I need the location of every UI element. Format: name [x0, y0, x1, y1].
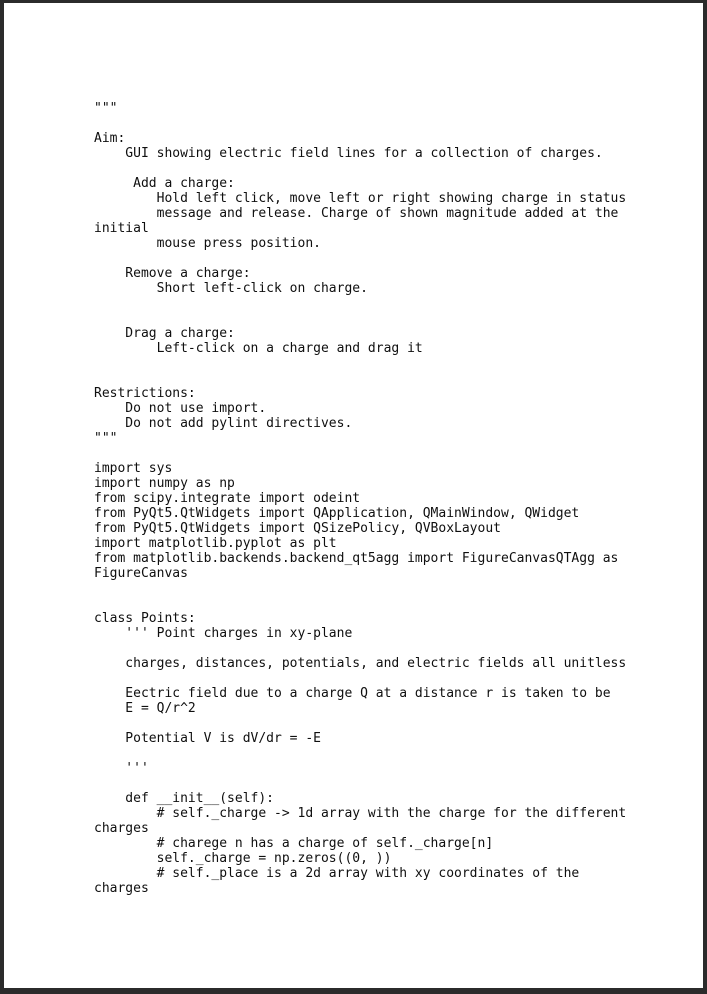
- code-line: from PyQt5.QtWidgets import QSizePolicy, QVBoxLayout: [94, 521, 501, 536]
- code-line: Aim:: [94, 131, 126, 146]
- code-line: [94, 716, 626, 731]
- code-line: import matplotlib.pyplot as plt: [94, 536, 337, 551]
- code-line: Left-click on a charge and drag it: [94, 341, 423, 356]
- code-line: charges: [94, 881, 149, 896]
- code-line: [94, 596, 626, 611]
- code-line: from matplotlib.backends.backend_qt5agg import FigureCanvasQTAgg as: [94, 551, 619, 566]
- code-line: Do not add pylint directives.: [94, 416, 353, 431]
- code-line: E = Q/r^2: [94, 701, 196, 716]
- document-page: [4, 3, 703, 988]
- code-line: Eectric field due to a charge Q at a distance r is taken to be: [94, 686, 611, 701]
- code-line: message and release. Charge of shown magnitude added at the: [94, 206, 619, 221]
- code-line: ''': [94, 761, 149, 776]
- code-line: Potential V is dV/dr = -E: [94, 731, 321, 746]
- code-line: Short left-click on charge.: [94, 281, 368, 296]
- code-line: Restrictions:: [94, 386, 196, 401]
- code-line: mouse press position.: [94, 236, 321, 251]
- code-line: self._charge = np.zeros((0, )): [94, 851, 392, 866]
- code-line: [94, 116, 626, 131]
- code-line: # charege n has a charge of self._charge[n]: [94, 836, 494, 851]
- code-line: [94, 641, 626, 656]
- code-line: # self._charge -> 1d array with the charge for the different: [94, 806, 627, 821]
- code-line: [94, 161, 626, 176]
- code-line: # self._place is a 2d array with xy coordinates of the: [94, 866, 580, 881]
- code-line: [94, 746, 626, 761]
- code-line: from scipy.integrate import odeint: [94, 491, 361, 506]
- code-line: ''' Point charges in xy-plane: [94, 626, 353, 641]
- code-line: Remove a charge:: [94, 266, 251, 281]
- code-line: [94, 356, 626, 371]
- code-line: FigureCanvas: [94, 566, 188, 581]
- code-line: Drag a charge:: [94, 326, 235, 341]
- code-line: def __init__(self):: [94, 791, 275, 806]
- code-line: [94, 446, 626, 461]
- code-line: [94, 581, 626, 596]
- code-line: Do not use import.: [94, 401, 267, 416]
- code-line: import sys: [94, 461, 173, 476]
- code-line: from PyQt5.QtWidgets import QApplication, QMainWindow, QWidget: [94, 506, 580, 521]
- code-line: Add a charge:: [94, 176, 235, 191]
- code-line: charges, distances, potentials, and electric fields all unitless: [94, 656, 627, 671]
- code-line: [94, 371, 626, 386]
- code-line: [94, 251, 626, 266]
- code-line: [94, 671, 626, 686]
- code-line: """: [94, 101, 118, 116]
- code-line: initial: [94, 221, 149, 236]
- code-line: import numpy as np: [94, 476, 235, 491]
- code-line: charges: [94, 821, 149, 836]
- code-listing: [94, 101, 626, 896]
- code-line: [94, 776, 626, 791]
- code-line: [94, 296, 626, 311]
- code-line: Hold left click, move left or right showing charge in status: [94, 191, 627, 206]
- code-line: class Points:: [94, 611, 196, 626]
- code-line: """: [94, 431, 118, 446]
- code-line: [94, 311, 626, 326]
- code-line: GUI showing electric field lines for a collection of charges.: [94, 146, 603, 161]
